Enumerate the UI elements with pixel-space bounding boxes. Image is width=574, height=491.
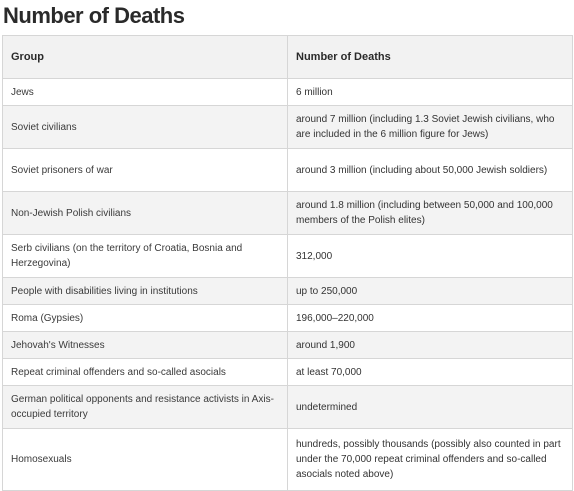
group-cell: Soviet civilians [3,106,288,149]
deaths-cell: hundreds, possibly thousands (possibly also counted in part under the 70,000 repeat criminal offenders and so-called asocials noted above) [288,429,573,491]
column-header-deaths: Number of Deaths [288,36,573,79]
deaths-table [2,35,573,491]
deaths-cell: up to 250,000 [288,278,573,305]
deaths-cell: around 3 million (including about 50,000 Jewish soldiers) [288,149,573,192]
table-row [3,235,573,278]
group-cell: Homosexuals [3,429,288,491]
group-cell: People with disabilities living in institutions [3,278,288,305]
table-header-row [3,36,573,79]
table-row [3,106,573,149]
table-row [3,149,573,192]
group-cell: Roma (Gypsies) [3,305,288,332]
deaths-cell: 196,000–220,000 [288,305,573,332]
deaths-cell: at least 70,000 [288,359,573,386]
group-cell: Soviet prisoners of war [3,149,288,192]
deaths-cell: around 7 million (including 1.3 Soviet Jewish civilians, who are included in the 6 million figure for Jews) [288,106,573,149]
deaths-cell: around 1,900 [288,332,573,359]
deaths-cell: 6 million [288,79,573,106]
group-cell: Jehovah's Witnesses [3,332,288,359]
group-cell: German political opponents and resistance activists in Axis-occupied territory [3,386,288,429]
deaths-cell: around 1.8 million (including between 50,000 and 100,000 members of the Polish elites) [288,192,573,235]
table-row [3,332,573,359]
table-row [3,386,573,429]
table-row [3,278,573,305]
table-row [3,429,573,491]
group-cell: Jews [3,79,288,106]
column-header-group: Group [3,36,288,79]
group-cell: Repeat criminal offenders and so-called asocials [3,359,288,386]
table-row [3,359,573,386]
page-title: Number of Deaths [3,3,185,28]
deaths-cell: undetermined [288,386,573,429]
group-cell: Non-Jewish Polish civilians [3,192,288,235]
table-row [3,192,573,235]
deaths-cell: 312,000 [288,235,573,278]
table-row [3,79,573,106]
group-cell: Serb civilians (on the territory of Croatia, Bosnia and Herzegovina) [3,235,288,278]
table-row [3,305,573,332]
